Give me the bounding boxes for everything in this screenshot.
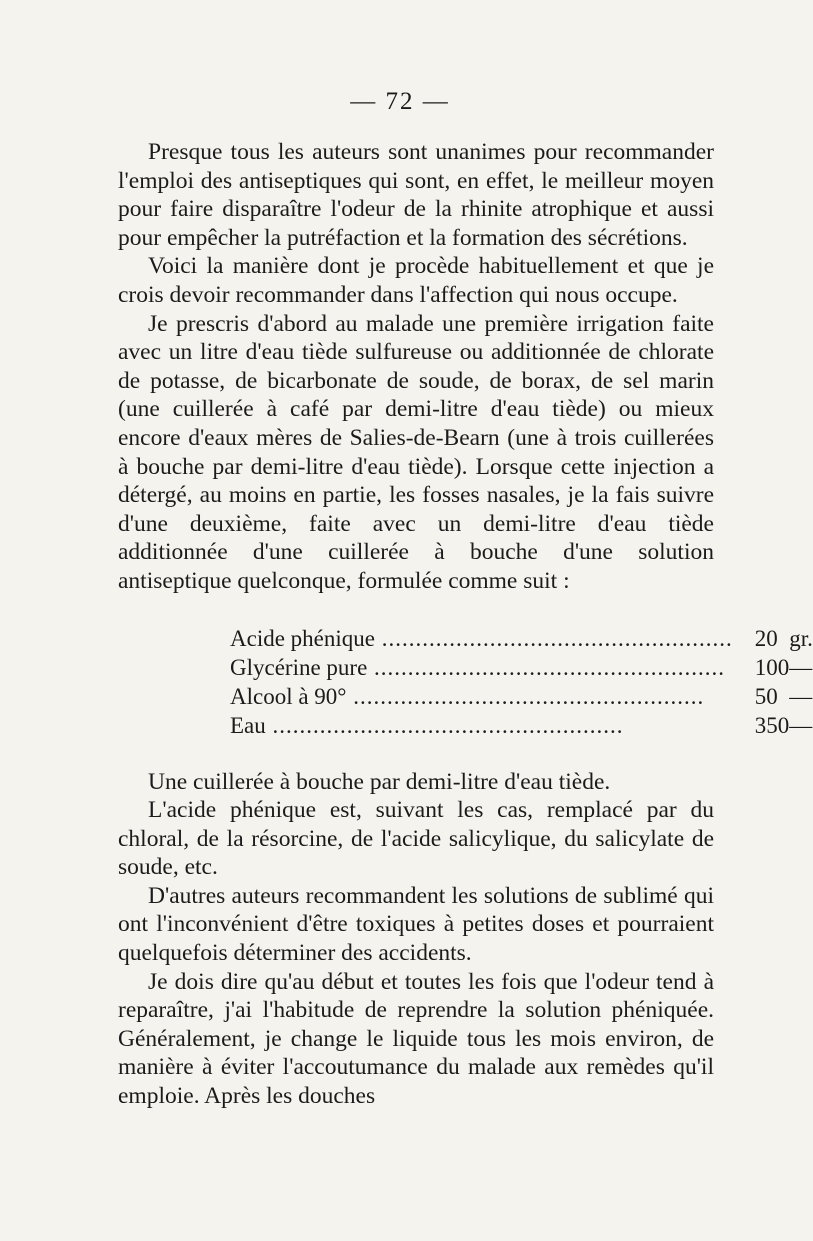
recipe-row (230, 682, 813, 711)
paragraph-antiseptics: Presque tous les auteurs sont unanimes pour recommander l'emploi des antiseptiques qui sont, en effet, le meilleur moyen pour faire disparaître l'odeur de la rhinite atrophique et aussi pour empêcher la putréfaction et la formation des sécrétions. (118, 139, 714, 251)
recipe-ingredient: Glycérine pure ..... (230, 653, 733, 682)
recipe-row (230, 711, 813, 740)
paragraph-dosage: Une cuillerée à bouche par demi-litre d'eau tiède. (148, 768, 611, 795)
paragraph-rotation: Je dois dire qu'au début et toutes les fois que l'odeur tend à reparaître, j'ai l'habitude de reprendre la solution phéniquée. Généralement, je change le liquide tous les mois environ, de manière à éviter l'accoutumance du malade aux remèdes qu'il emploie. Après les douches (118, 968, 714, 1110)
recipe-quantity: 20 (754, 625, 778, 651)
page-number: — 72 — (350, 88, 450, 115)
recipe-quantity: 50 (754, 683, 778, 709)
body-text (118, 138, 813, 1111)
recipe-ingredient: Alcool à 90° ..... (230, 682, 733, 711)
recipe-quantity: 100 (754, 654, 790, 680)
paragraph-method: Voici la manière dont je procède habituellement et que je crois devoir recommander dans l'affection qui nous occupe. (118, 253, 714, 308)
recipe-quantity: 350 (754, 712, 790, 738)
recipe-unit: — (789, 654, 813, 680)
recipe-unit: gr. (789, 625, 813, 651)
recipe-ingredient: Acide phénique ..... (230, 624, 733, 653)
paragraph-alternatives: L'acide phénique est, suivant les cas, remplacé par du chloral, de la résorcine, de l'acide salicylique, du salicylate de soude, etc. (118, 797, 714, 881)
recipe-row (230, 624, 813, 653)
paragraph-irrigation: Je prescris d'abord au malade une première irrigation faite avec un litre d'eau tiède sulfureuse ou additionnée de chlorate de potasse, de bicarbonate de soude, de borax, de sel marin (une cuillerée à café par demi-litre d'eau tiède) ou mieux encore d'eaux mères de Salies-de-Bearn (une à trois cuillerées à bouche par demi-litre d'eau tiède). Lorsque cette injection a détergé, au moins en partie, les fosses nasales, je la fais suivre d'une deuxième, faite avec un demi-litre d'eau tiède additionnée d'une cuillerée à bouche d'une solution antiseptique quelconque, formulée comme suit : (118, 310, 714, 594)
recipe-ingredient: Eau ..... (230, 711, 733, 740)
recipe-table (230, 624, 813, 740)
paragraph-sublimate: D'autres auteurs recommandent les solutions de sublimé qui ont l'inconvénient d'être toxiques à petites doses et pourraient quelquefois déterminer des accidents. (118, 882, 714, 967)
recipe-row (230, 653, 813, 682)
recipe-unit: — (789, 712, 813, 738)
recipe-unit: — (789, 683, 813, 709)
